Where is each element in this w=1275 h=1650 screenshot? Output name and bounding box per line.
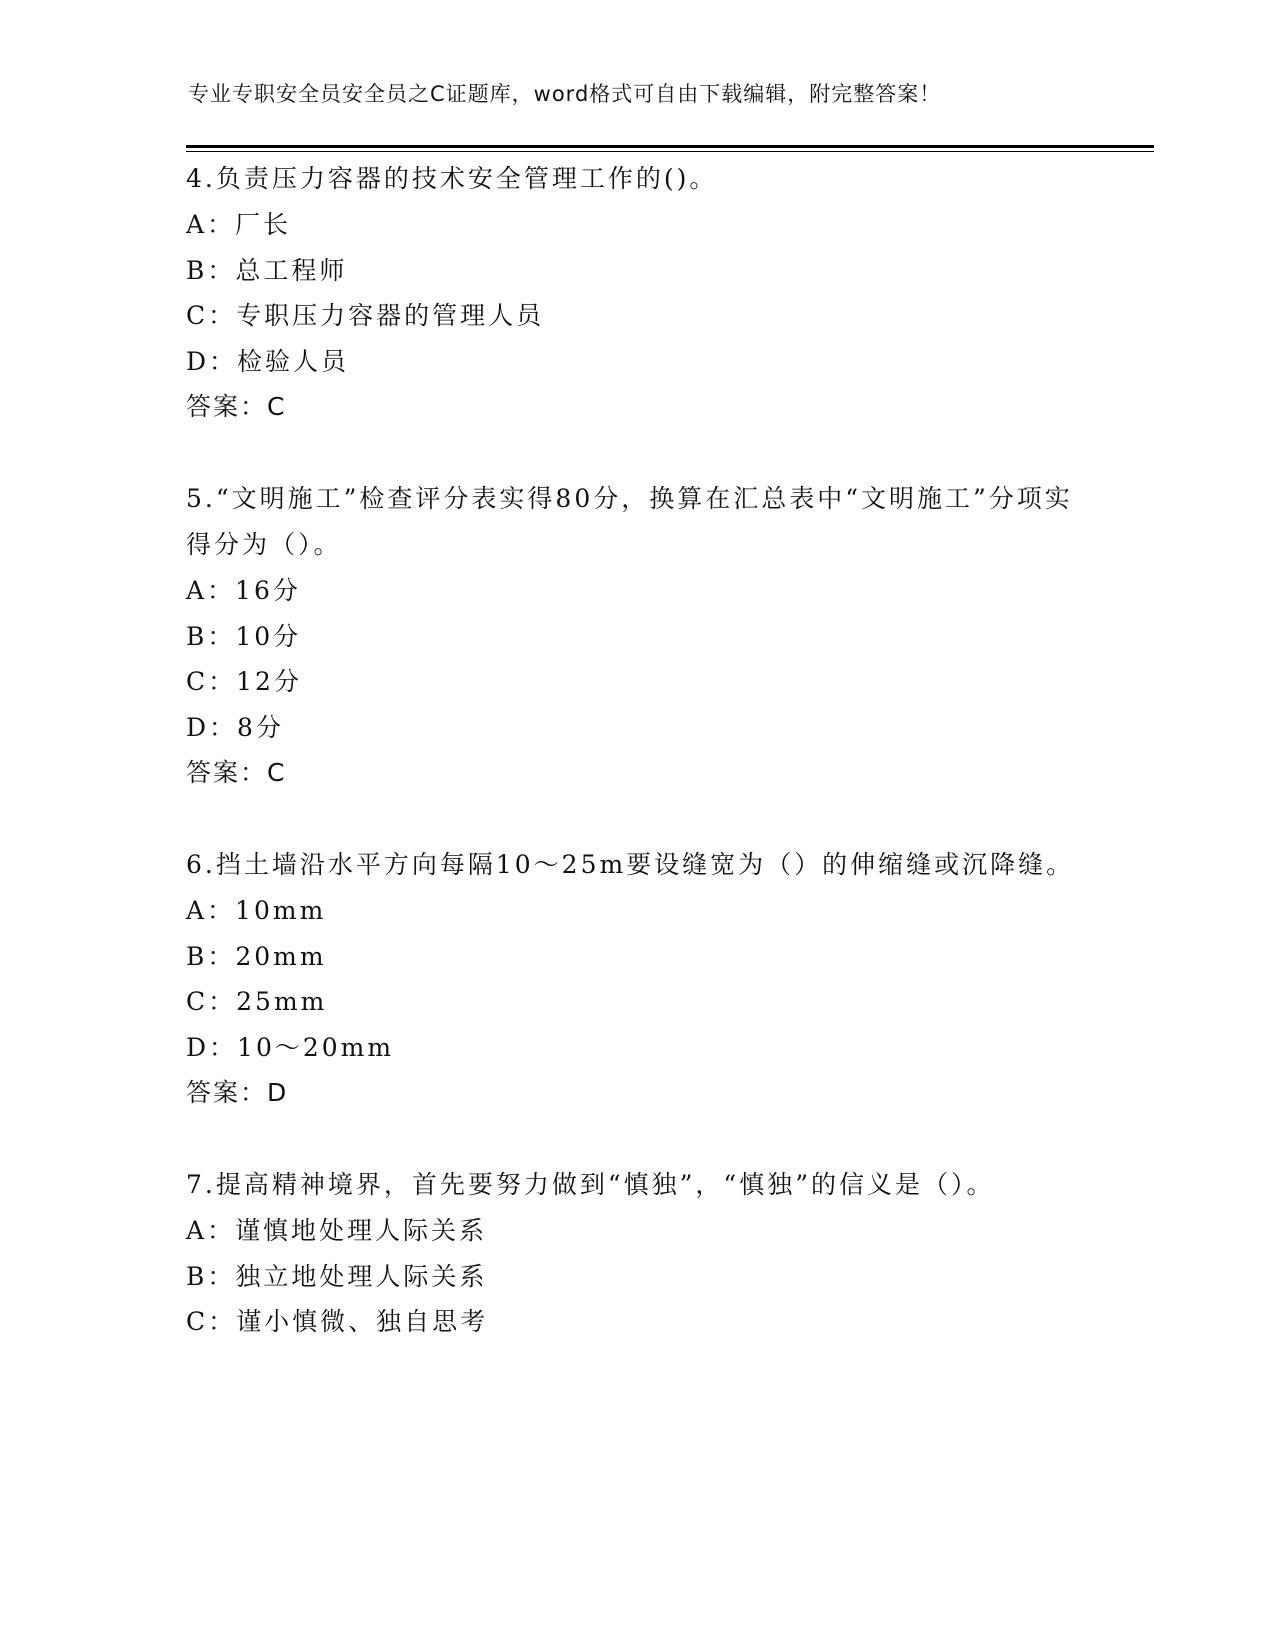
option-b: B：总工程师 <box>186 255 348 285</box>
option-d: D：10～20mm <box>186 1032 395 1062</box>
option-c: C：专职压力容器的管理人员 <box>186 301 545 330</box>
answer: 答案：C <box>186 392 287 421</box>
option-a: A：谨慎地处理人际关系 <box>186 1216 488 1245</box>
question-list <box>186 156 1086 1391</box>
question-7 <box>186 1162 1086 1345</box>
question-6 <box>186 842 1086 1116</box>
document-header: 专业专职安全员安全员之C证题库，word格式可自由下载编辑，附完整答案！ <box>188 82 942 106</box>
question-5 <box>186 476 1086 796</box>
question-4 <box>186 156 1086 430</box>
answer: 答案：C <box>186 758 287 787</box>
question-text: 5.“文明施工”检查评分表实得80分，换算在汇总表中“文明施工”分项实得分为（）。 <box>186 484 1073 559</box>
header-rule-thin <box>186 151 1154 152</box>
header-rule-thick <box>186 145 1154 148</box>
question-text: 7.提高精神境界，首先要努力做到“慎独”，“慎独”的信义是（）。 <box>186 1170 995 1199</box>
option-c: C：12分 <box>186 667 302 696</box>
option-d: D：8分 <box>186 712 284 742</box>
option-a: A：厂长 <box>186 210 292 239</box>
option-b: B：10分 <box>186 621 302 651</box>
option-c: C：谨小慎微、独自思考 <box>186 1307 489 1336</box>
question-text: 4.负责压力容器的技术安全管理工作的()。 <box>186 164 718 193</box>
option-b: B：独立地处理人际关系 <box>186 1261 488 1291</box>
option-c: C：25mm <box>186 987 328 1016</box>
option-a: A：16分 <box>186 576 301 605</box>
question-text: 6.挡土墙沿水平方向每隔10～25m要设缝宽为（）的伸缩缝或沉降缝。 <box>186 850 1075 879</box>
answer: 答案：D <box>186 1078 289 1107</box>
option-b: B：20mm <box>186 941 327 971</box>
option-a: A：10mm <box>186 896 327 925</box>
option-d: D：检验人员 <box>186 346 350 376</box>
